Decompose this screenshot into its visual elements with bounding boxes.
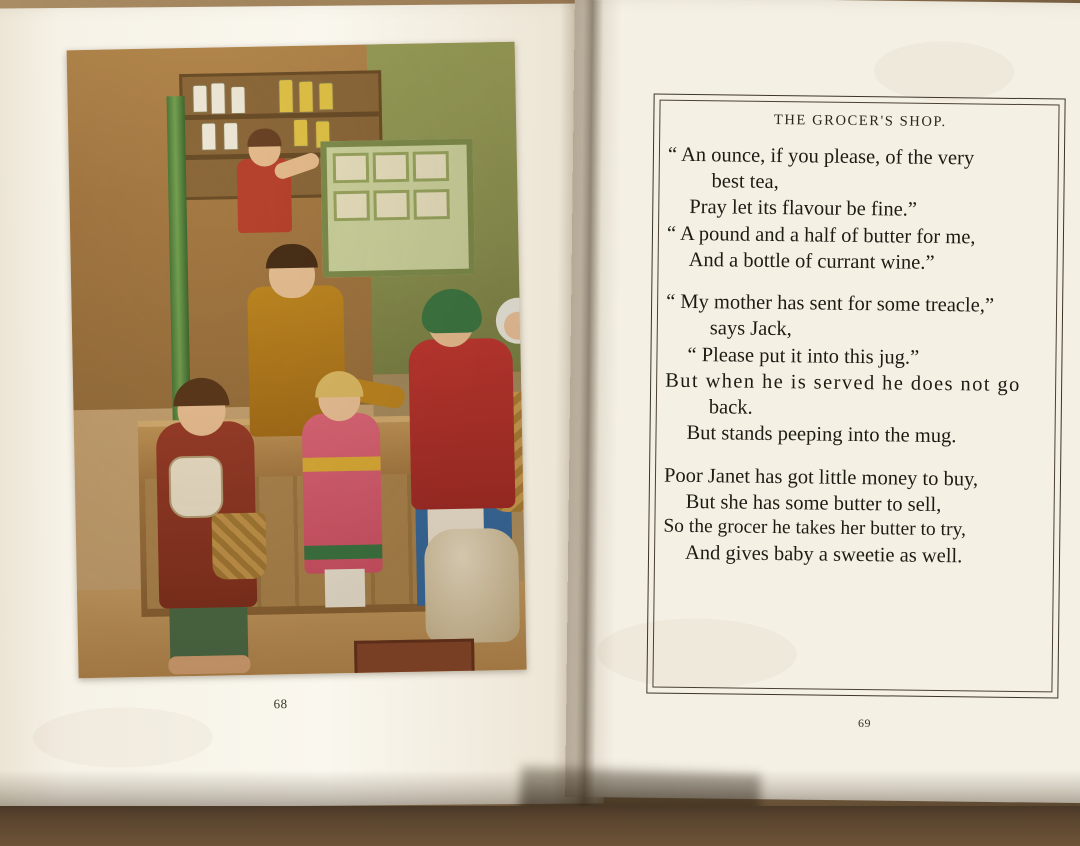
paper-mottle	[33, 707, 214, 769]
poem-line: So the grocer he takes her butter to try,	[663, 515, 967, 541]
poem-body	[663, 111, 1053, 587]
poem-line: But stands peeping into the mug.	[686, 422, 957, 448]
poem-title: THE GROCER'S SHOP.	[773, 111, 947, 131]
page-number-right: 69	[858, 716, 871, 730]
poem-stanza	[664, 289, 1050, 451]
paper-mottle	[874, 41, 1015, 103]
poem-line: back.	[708, 396, 753, 419]
poem-line: Pray let its flavour be fine.”	[689, 196, 918, 222]
poem-border-frame	[646, 94, 1065, 699]
poem-line: But when he is served he does not go	[665, 369, 1021, 396]
poem-stanza	[663, 462, 1048, 570]
page-number-left: 68	[273, 696, 288, 712]
poem-stanza	[666, 142, 1052, 278]
poem-line: “ Please put it into this jug.”	[687, 343, 920, 369]
poem-line: “ My mother has sent for some treacle,”	[666, 290, 995, 317]
poem-line: And a bottle of currant wine.”	[688, 248, 935, 274]
poem-line: And gives baby a sweetie as well.	[684, 541, 963, 568]
poem-line: “ An ounce, if you please, of the very	[667, 143, 975, 170]
poem-line: Poor Janet has got little money to buy,	[663, 464, 979, 491]
poem-line: says Jack,	[709, 317, 792, 341]
plate-varnish-glow	[67, 42, 527, 678]
table-edge	[0, 806, 1080, 846]
poem-line: “ A pound and a half of butter for me,	[666, 222, 976, 249]
poem-line: But she has some butter to sell,	[685, 490, 942, 516]
left-page	[0, 3, 603, 808]
illustration-plate	[67, 42, 527, 678]
poem-line: best tea,	[711, 170, 779, 194]
